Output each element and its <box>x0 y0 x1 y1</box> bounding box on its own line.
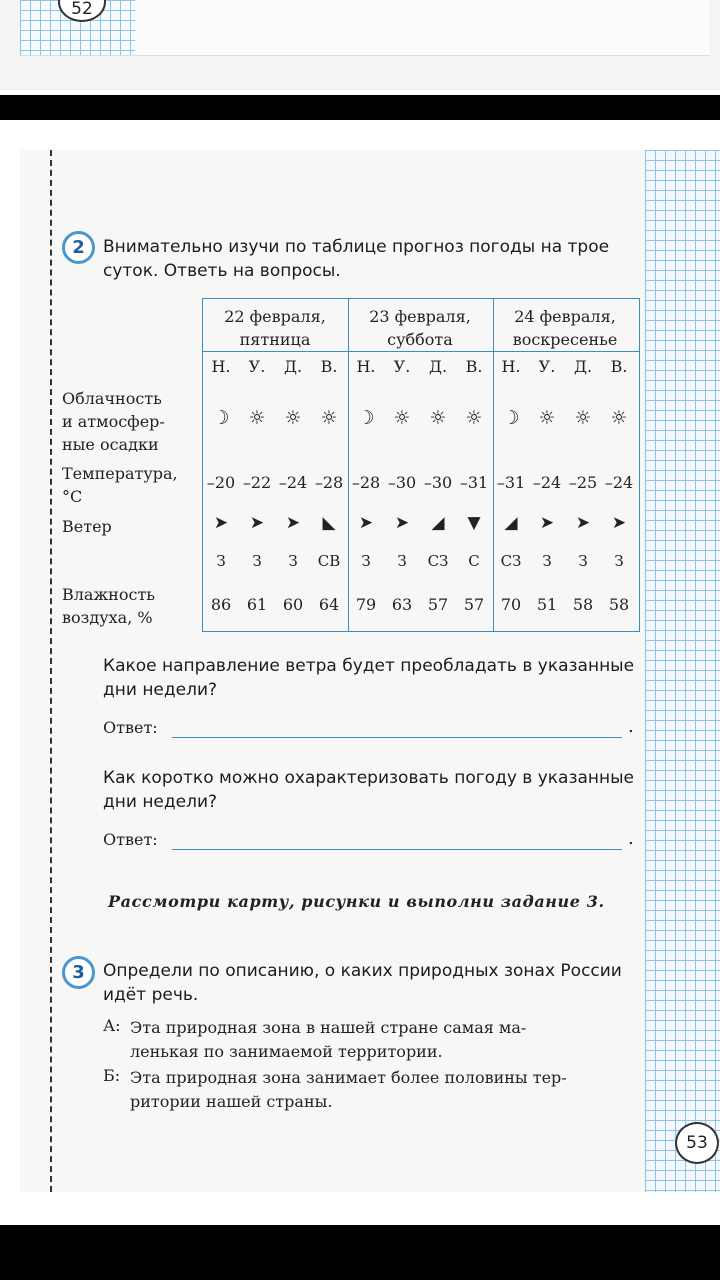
row-label-humidity-2: воздуха, % <box>62 608 153 627</box>
wind-arrow-icon: ◢ <box>431 513 445 533</box>
task-2-number: 2 <box>62 231 95 264</box>
grid-margin <box>645 150 720 1192</box>
option-b-letter: Б: <box>103 1066 121 1085</box>
humidity-value: 57 <box>463 595 485 614</box>
answer-1-period: . <box>628 716 634 737</box>
temperature-value: –30 <box>387 473 417 492</box>
temperature-value: –24 <box>532 473 562 492</box>
temperature-value: –28 <box>314 473 344 492</box>
row-label-wind: Ветер <box>62 517 112 536</box>
row-label-humidity-1: Влажность <box>62 585 155 604</box>
temperature-value: –25 <box>568 473 598 492</box>
cloud-icon: ☽ <box>502 407 520 429</box>
temperature-value: –24 <box>604 473 634 492</box>
period-label: У. <box>248 357 266 376</box>
previous-page-number: 52 <box>58 0 106 22</box>
period-label: Д. <box>283 357 303 376</box>
temperature-value: –24 <box>278 473 308 492</box>
day-3-weekday: воскресенье <box>512 330 618 349</box>
wind-arrow-icon: ➤ <box>611 513 627 533</box>
option-b-line2: ритории нашей страны. <box>130 1092 333 1111</box>
wind-direction: СЗ <box>500 552 522 570</box>
task-2-intro-line2: суток. Ответь на вопросы. <box>103 261 341 281</box>
humidity-value: 70 <box>500 595 522 614</box>
row-label-clouds-1: Облачность <box>62 389 162 408</box>
day-1-weekday: пятница <box>239 330 311 349</box>
wind-direction: З <box>542 552 552 570</box>
period-label: Д. <box>428 357 448 376</box>
wind-arrow-icon: ➤ <box>394 513 410 533</box>
day-1-date: 22 февраля, <box>224 307 326 326</box>
option-a-letter: А: <box>103 1016 121 1035</box>
answer-2-period: . <box>628 828 634 849</box>
period-label: В. <box>320 357 338 376</box>
wind-direction: З <box>614 552 624 570</box>
humidity-value: 79 <box>355 595 377 614</box>
humidity-value: 51 <box>536 595 558 614</box>
wind-direction: З <box>252 552 262 570</box>
wind-arrow-icon: ➤ <box>285 513 301 533</box>
task-3-intro-line1: Определи по описанию, о каких природных зонах России <box>103 961 622 981</box>
wind-direction: З <box>288 552 298 570</box>
period-label: В. <box>610 357 628 376</box>
wind-direction: З <box>216 552 226 570</box>
question-1-line1: Какое направление ветра будет преобладать в указанные <box>103 656 635 676</box>
wind-direction: СВ <box>317 552 341 570</box>
period-label: Н. <box>356 357 376 376</box>
wind-direction: СЗ <box>427 552 449 570</box>
question-1-line2: дни недели? <box>103 680 218 700</box>
wind-direction: З <box>578 552 588 570</box>
table-header-line <box>203 351 639 352</box>
wind-arrow-icon: ◣ <box>322 513 336 533</box>
cloud-icon: ☼ <box>248 407 266 429</box>
row-label-temperature-1: Температура, <box>62 464 178 483</box>
humidity-value: 58 <box>572 595 594 614</box>
wind-direction: З <box>397 552 407 570</box>
wind-arrow-icon: ➤ <box>539 513 555 533</box>
period-label: Н. <box>501 357 521 376</box>
period-label: У. <box>393 357 411 376</box>
page-gap <box>0 120 720 150</box>
wind-arrow-icon: ➤ <box>358 513 374 533</box>
day-header-3 <box>493 305 637 351</box>
cloud-icon: ☼ <box>574 407 592 429</box>
section-heading: Рассмотри карту, рисунки и выполни задание 3. <box>108 892 605 911</box>
option-a-line1: Эта природная зона в нашей стране самая ма- <box>130 1018 527 1037</box>
wind-arrow-icon: ➤ <box>213 513 229 533</box>
temperature-value: –20 <box>206 473 236 492</box>
period-label: У. <box>538 357 556 376</box>
humidity-value: 61 <box>246 595 268 614</box>
wind-direction: З <box>361 552 371 570</box>
cut-line <box>50 150 52 1192</box>
period-label: Д. <box>573 357 593 376</box>
answer-2-label: Ответ: <box>103 830 158 849</box>
task-3-intro-line2: идёт речь. <box>103 985 199 1005</box>
option-a-line2: ленькая по занимаемой территории. <box>130 1042 443 1061</box>
cloud-icon: ☼ <box>393 407 411 429</box>
temperature-value: –30 <box>423 473 453 492</box>
temperature-value: –22 <box>242 473 272 492</box>
cloud-icon: ☽ <box>212 407 230 429</box>
humidity-value: 60 <box>282 595 304 614</box>
row-label-clouds-3: ные осадки <box>62 435 159 454</box>
temperature-value: –31 <box>459 473 489 492</box>
cloud-icon: ☼ <box>429 407 447 429</box>
humidity-value: 86 <box>210 595 232 614</box>
humidity-value: 57 <box>427 595 449 614</box>
period-label: Н. <box>211 357 231 376</box>
cloud-icon: ☽ <box>357 407 375 429</box>
wind-arrow-icon: ◢ <box>504 513 518 533</box>
answer-2-line[interactable] <box>172 849 622 850</box>
wind-arrow-icon: ▼ <box>467 513 481 533</box>
period-label: В. <box>465 357 483 376</box>
weather-table <box>202 298 640 632</box>
day-header-2 <box>348 305 492 351</box>
day-3-date: 24 февраля, <box>514 307 616 326</box>
humidity-value: 58 <box>608 595 630 614</box>
wind-arrow-icon: ➤ <box>575 513 591 533</box>
answer-1-label: Ответ: <box>103 718 158 737</box>
day-2-date: 23 февраля, <box>369 307 471 326</box>
wind-arrow-icon: ➤ <box>249 513 265 533</box>
page-number: 53 <box>675 1122 719 1164</box>
cloud-icon: ☼ <box>284 407 302 429</box>
cloud-icon: ☼ <box>465 407 483 429</box>
row-label-temperature-2: °С <box>62 487 83 506</box>
wind-direction: С <box>468 552 480 570</box>
humidity-value: 64 <box>318 595 340 614</box>
top-black-bar <box>0 95 720 120</box>
task-2-intro-line1: Внимательно изучи по таблице прогноз погоды на трое <box>103 237 610 257</box>
day-header-1 <box>203 305 347 351</box>
bottom-black-bar <box>0 1225 720 1280</box>
page-bottom-gap <box>0 1192 720 1225</box>
question-2-line1: Как коротко можно охарактеризовать погоду в указанные <box>103 768 635 788</box>
humidity-value: 63 <box>391 595 413 614</box>
temperature-value: –31 <box>496 473 526 492</box>
question-2-line2: дни недели? <box>103 792 218 812</box>
cloud-icon: ☼ <box>610 407 628 429</box>
answer-1-line[interactable] <box>172 737 622 738</box>
day-2-weekday: суббота <box>387 330 453 349</box>
row-label-clouds-2: и атмосфер- <box>62 412 165 431</box>
temperature-value: –28 <box>351 473 381 492</box>
option-b-line1: Эта природная зона занимает более половины тер- <box>130 1068 567 1087</box>
cloud-icon: ☼ <box>320 407 338 429</box>
task-3-number: 3 <box>62 956 95 989</box>
cloud-icon: ☼ <box>538 407 556 429</box>
